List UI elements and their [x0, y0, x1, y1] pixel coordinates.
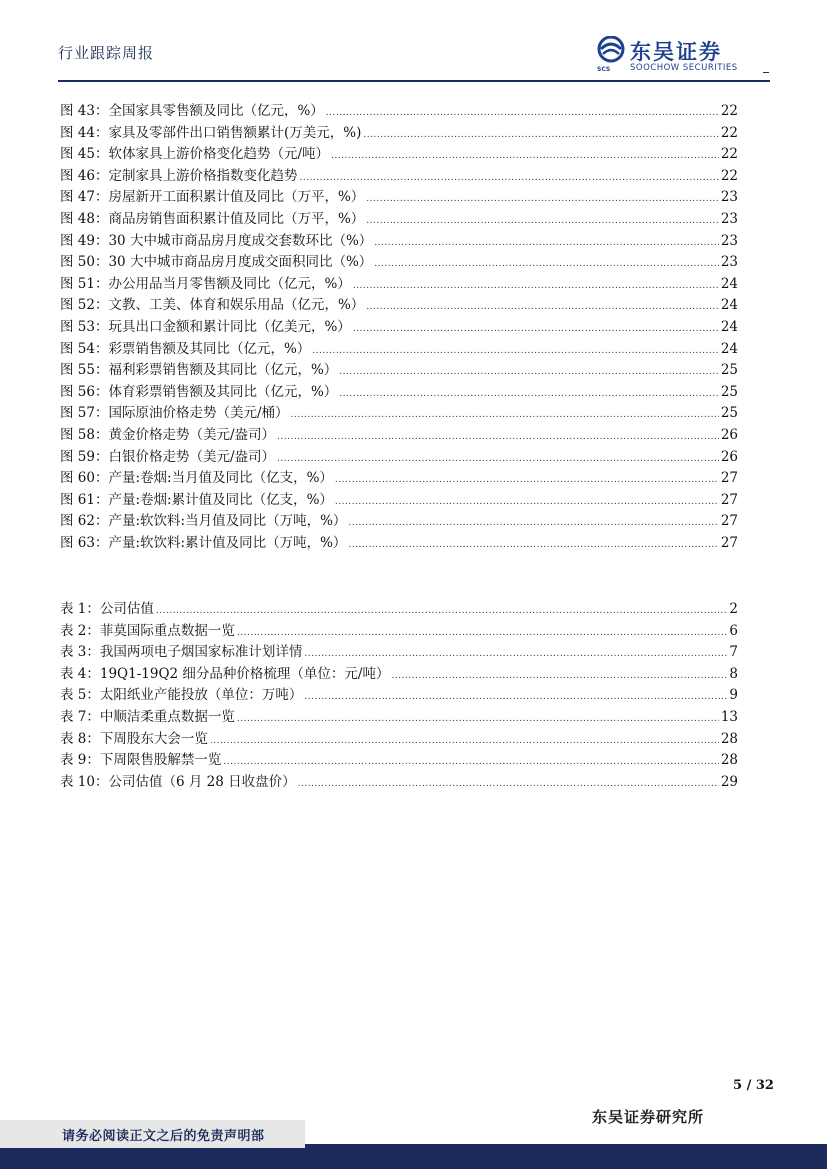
figure-toc-entry-label: 图 61：产量:卷烟:累计值及同比（亿支，%） — [60, 491, 333, 508]
figure-toc-entry-page: 27 — [720, 470, 738, 487]
dot-leader — [331, 151, 719, 161]
dot-leader — [277, 454, 719, 464]
table-toc-entry-label: 表 7：中顺洁柔重点数据一览 — [60, 708, 235, 725]
figure-toc-entry-label: 图 43：全国家具零售额及同比（亿元，%） — [60, 103, 324, 119]
table-toc-entry[interactable] — [60, 705, 738, 727]
dot-leader — [391, 671, 727, 681]
dot-leader — [298, 779, 719, 789]
dot-leader — [335, 497, 719, 507]
figure-toc-entry-label: 图 59：白银价格走势（美元/盎司） — [60, 448, 276, 465]
figure-toc-entry-page: 22 — [720, 124, 738, 141]
disclaimer-text: 请务必阅读正文之后的免责声明部 — [62, 1129, 265, 1144]
figure-toc-entry-page: 27 — [720, 534, 738, 551]
table-toc-entry-page: 7 — [729, 644, 738, 661]
header-tick — [763, 72, 769, 73]
figure-toc-entry-label: 图 51：办公用品当月零售额及同比（亿元，%） — [60, 275, 351, 292]
figure-toc-entry[interactable] — [60, 423, 738, 445]
figure-toc-entry-page: 25 — [720, 383, 738, 400]
dot-leader — [366, 194, 719, 204]
dot-leader — [374, 238, 719, 248]
figure-toc-entry-label: 图 44：家具及零部件出口销售额累计(万美元，%) — [60, 124, 362, 141]
dot-leader — [339, 389, 719, 399]
figure-toc-entry-label: 图 52：文教、工美、体育和娱乐用品（亿元，%） — [60, 297, 365, 314]
dot-leader — [299, 173, 718, 183]
figure-toc-entry-page: 23 — [720, 189, 738, 206]
figure-toc-entry-label: 图 57：国际原油价格走势（美元/桶） — [60, 405, 289, 422]
dot-leader — [156, 606, 728, 616]
table-index — [60, 597, 738, 791]
figure-toc-entry-label: 图 58：黄金价格走势（美元/盎司） — [60, 426, 276, 443]
table-toc-entry-page: 28 — [720, 752, 738, 769]
figure-toc-entry-label: 图 56：体育彩票销售额及其同比（亿元，%） — [60, 383, 338, 400]
figure-toc-entry[interactable] — [60, 207, 738, 229]
figure-toc-entry-page: 23 — [720, 210, 738, 227]
figure-toc-entry[interactable] — [60, 293, 738, 315]
figure-toc-entry-page: 24 — [720, 275, 738, 292]
dot-leader — [326, 108, 719, 118]
institute-name: 东吴证券研究所 — [592, 1108, 705, 1126]
figure-toc-entry[interactable] — [60, 488, 738, 510]
brand-name-cn: 东吴证券 — [630, 40, 722, 64]
figure-toc-entry[interactable] — [60, 401, 738, 423]
table-toc-entry[interactable] — [60, 683, 738, 705]
figure-toc-entry-page: 26 — [720, 448, 738, 465]
figure-toc-entry-label: 图 48：商品房销售面积累计值及同比（万平，%） — [60, 210, 365, 227]
table-toc-entry-label: 表 3：我国两项电子烟国家标准计划详情 — [60, 644, 303, 661]
table-toc-entry[interactable] — [60, 597, 738, 619]
page-number: 5 / 32 — [733, 1078, 774, 1093]
figure-toc-entry[interactable] — [60, 337, 738, 359]
figure-toc-entry-label: 图 55：福利彩票销售额及其同比（亿元，%） — [60, 362, 338, 379]
figure-toc-entry-label: 图 46：定制家具上游价格指数变化趋势 — [60, 167, 298, 184]
brand-logo — [596, 36, 771, 78]
dot-leader — [366, 302, 719, 312]
table-toc-entry[interactable] — [60, 619, 738, 641]
figure-toc-entry-page: 26 — [720, 426, 738, 443]
table-toc-entry-label: 表 1：公司估值 — [60, 601, 154, 617]
figure-toc-entry[interactable] — [60, 509, 738, 531]
dot-leader — [348, 540, 718, 550]
figure-toc-entry-label: 图 63：产量:软饮料:累计值及同比（万吨，%） — [60, 534, 347, 551]
table-toc-entry[interactable] — [60, 727, 738, 749]
table-toc-entry-label: 表 4：19Q1-19Q2 细分品种价格梳理（单位：元/吨） — [60, 665, 390, 682]
figure-toc-entry-label: 图 54：彩票销售额及其同比（亿元，%） — [60, 340, 311, 357]
figure-toc-entry[interactable] — [60, 99, 738, 121]
dot-leader — [291, 410, 719, 420]
dot-leader — [374, 259, 719, 269]
figure-toc-entry[interactable] — [60, 531, 738, 553]
figure-toc-entry[interactable] — [60, 229, 738, 251]
figure-toc-entry[interactable] — [60, 466, 738, 488]
dot-leader — [363, 130, 718, 140]
dot-leader — [304, 692, 727, 702]
figure-toc-entry-page: 22 — [720, 167, 738, 184]
dot-leader — [210, 736, 719, 746]
table-toc-entry-label: 表 5：太阳纸业产能投放（单位：万吨） — [60, 687, 303, 704]
dot-leader — [366, 216, 719, 226]
dot-leader — [223, 757, 718, 767]
figure-toc-entry-page: 23 — [720, 232, 738, 249]
table-toc-entry[interactable] — [60, 770, 738, 792]
figure-toc-entry-page: 24 — [720, 340, 738, 357]
dot-leader — [237, 628, 728, 638]
table-toc-entry-page: 9 — [729, 687, 738, 704]
dot-leader — [353, 324, 719, 334]
figure-toc-entry[interactable] — [60, 315, 738, 337]
figure-toc-entry-page: 24 — [720, 318, 738, 335]
figure-toc-entry[interactable] — [60, 250, 738, 272]
dot-leader — [237, 714, 719, 724]
figure-toc-entry-page: 25 — [720, 405, 738, 422]
table-toc-entry-label: 表 8：下周股东大会一览 — [60, 730, 208, 747]
figure-toc-entry[interactable] — [60, 121, 738, 143]
table-toc-entry-label: 表 10：公司估值（6 月 28 日收盘价） — [60, 773, 296, 790]
figure-toc-entry-label: 图 49：30 大中城市商品房月度成交套数环比（%） — [60, 232, 373, 249]
brand-abbr: SCS — [597, 66, 611, 73]
dot-leader — [277, 432, 719, 442]
figure-toc-entry-label: 图 50：30 大中城市商品房月度成交面积同比（%） — [60, 254, 373, 271]
dot-leader — [312, 346, 719, 356]
dot-leader — [348, 518, 718, 528]
figure-toc-entry-label: 图 62：产量:软饮料:当月值及同比（万吨，%） — [60, 513, 347, 530]
figure-toc-entry-page: 27 — [720, 513, 738, 530]
figure-toc-entry[interactable] — [60, 185, 738, 207]
table-toc-entry-page: 2 — [729, 601, 738, 617]
table-toc-entry-page: 29 — [720, 773, 738, 790]
dot-leader — [339, 367, 719, 377]
figure-toc-entry-page: 27 — [720, 491, 738, 508]
figure-toc-entry-label: 图 60：产量:卷烟:当月值及同比（亿支，%） — [60, 470, 333, 487]
figure-toc-entry[interactable] — [60, 445, 738, 467]
figure-toc-entry-page: 22 — [720, 103, 738, 119]
figure-index — [60, 99, 738, 552]
table-toc-entry[interactable] — [60, 748, 738, 770]
figure-toc-entry-label: 图 53：玩具出口金额和累计同比（亿美元，%） — [60, 318, 351, 335]
table-toc-entry-page: 13 — [720, 708, 738, 725]
figure-toc-entry-page: 24 — [720, 297, 738, 314]
figure-toc-entry-page: 22 — [720, 146, 738, 163]
figure-toc-entry[interactable] — [60, 358, 738, 380]
table-toc-entry-label: 表 2：菲莫国际重点数据一览 — [60, 622, 235, 639]
figure-toc-entry-label: 图 45：软体家具上游价格变化趋势（元/吨） — [60, 146, 330, 163]
table-toc-entry[interactable] — [60, 662, 738, 684]
figure-toc-entry[interactable] — [60, 380, 738, 402]
figure-toc-entry-page: 23 — [720, 254, 738, 271]
figure-toc-entry[interactable] — [60, 272, 738, 294]
figure-toc-entry[interactable] — [60, 142, 738, 164]
table-toc-entry-label: 表 9：下周限售股解禁一览 — [60, 752, 222, 769]
dot-leader — [304, 649, 727, 659]
table-toc-entry-page: 6 — [729, 622, 738, 639]
figure-toc-entry-page: 25 — [720, 362, 738, 379]
table-toc-entry-page: 8 — [729, 665, 738, 682]
figure-toc-entry[interactable] — [60, 164, 738, 186]
brand-name-en: SOOCHOW SECURITIES — [630, 63, 738, 73]
header-rule — [58, 80, 770, 82]
soochow-logo-icon — [596, 36, 626, 68]
table-toc-entry[interactable] — [60, 640, 738, 662]
header-report-type: 行业跟踪周报 — [58, 44, 155, 62]
dot-leader — [335, 475, 719, 485]
table-toc-entry-page: 28 — [720, 730, 738, 747]
figure-toc-entry-label: 图 47：房屋新开工面积累计值及同比（万平，%） — [60, 189, 365, 206]
dot-leader — [353, 281, 719, 291]
